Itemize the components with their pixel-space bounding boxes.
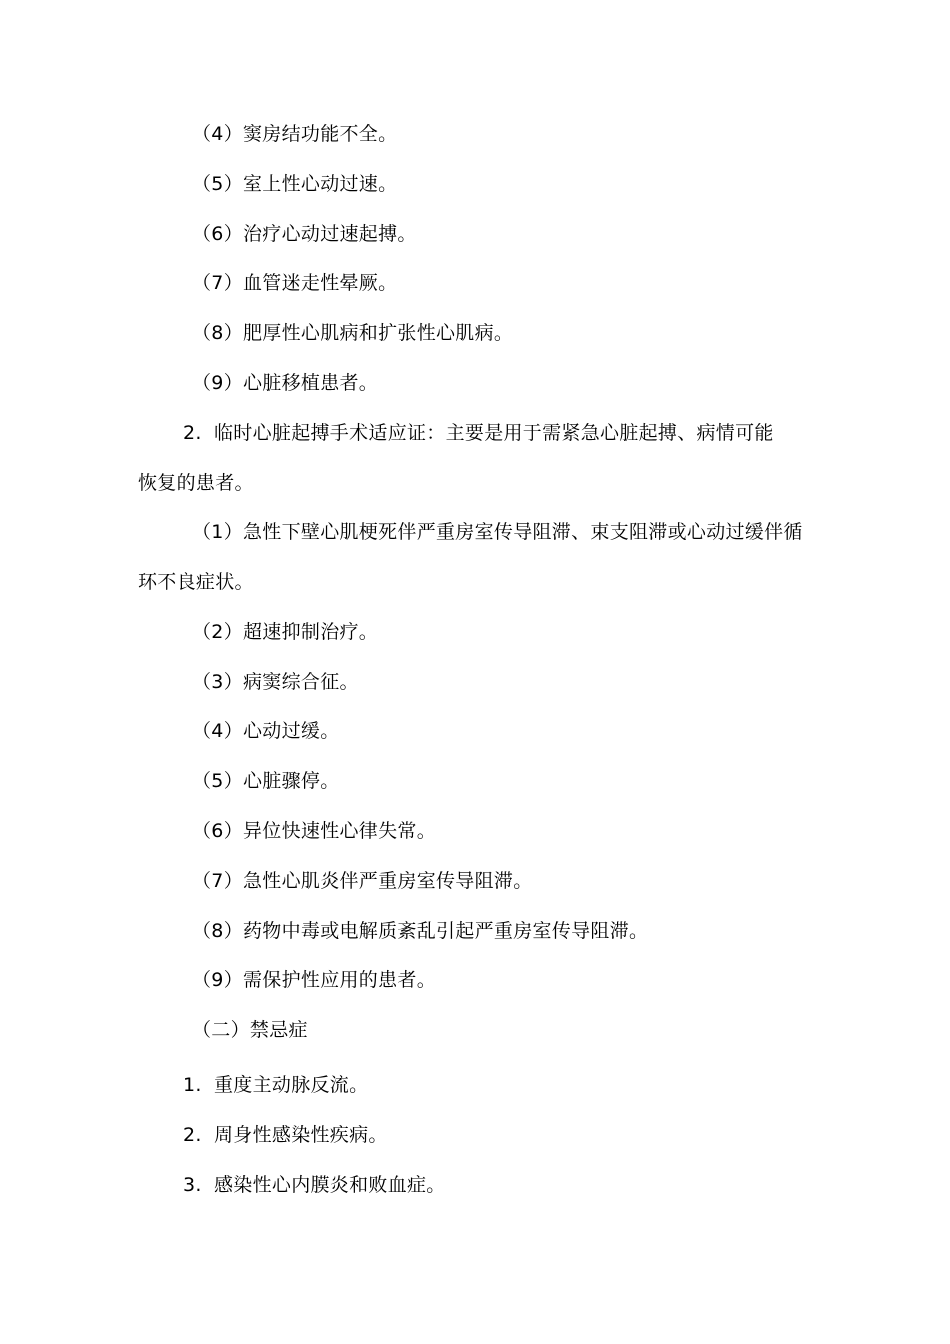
text-line: 环不良症状。 <box>138 571 254 593</box>
paragraph-text: 感染性心内膜炎和败血症。 <box>214 1174 446 1196</box>
list-number: 1. <box>183 1074 202 1096</box>
text-line: （5）心脏骤停。 <box>192 770 340 792</box>
text-line: （3）病窦综合征。 <box>192 671 359 693</box>
paragraph-text: 临时心脏起搏手术适应证：主要是用于需紧急心脏起搏、病情可能 <box>214 422 774 444</box>
text-line: （5）室上性心动过速。 <box>192 173 398 195</box>
text-line: （8）肥厚性心肌病和扩张性心肌病。 <box>192 322 514 344</box>
paragraph-text: 重度主动脉反流。 <box>214 1074 369 1096</box>
paragraph-text: 周身性感染性疾病。 <box>214 1124 388 1146</box>
text-line: （1）急性下壁心肌梗死伴严重房室传导阻滞、束支阻滞或心动过缓伴循 <box>192 521 803 543</box>
numbered-paragraph <box>183 1122 388 1148</box>
text-line: （9）心脏移植患者。 <box>192 372 379 394</box>
text-line: （9）需保护性应用的患者。 <box>192 969 436 991</box>
text-line: （2）超速抑制治疗。 <box>192 621 379 643</box>
text-line: （4）窦房结功能不全。 <box>192 123 398 145</box>
text-line: （6）治疗心动过速起搏。 <box>192 223 417 245</box>
text-line: （4）心动过缓。 <box>192 720 340 742</box>
list-number: 2. <box>183 422 202 444</box>
list-number: 2. <box>183 1124 202 1146</box>
text-line: （6）异位快速性心律失常。 <box>192 820 436 842</box>
section-heading: （二）禁忌症 <box>192 1019 308 1041</box>
numbered-paragraph <box>183 1172 446 1198</box>
list-number: 3. <box>183 1174 202 1196</box>
text-line: （7）急性心肌炎伴严重房室传导阻滞。 <box>192 870 533 892</box>
text-line: 恢复的患者。 <box>138 472 254 494</box>
numbered-paragraph <box>183 420 774 446</box>
text-line: （8）药物中毒或电解质紊乱引起严重房室传导阻滞。 <box>192 920 649 942</box>
numbered-paragraph <box>183 1072 368 1098</box>
text-line: （7）血管迷走性晕厥。 <box>192 272 398 294</box>
